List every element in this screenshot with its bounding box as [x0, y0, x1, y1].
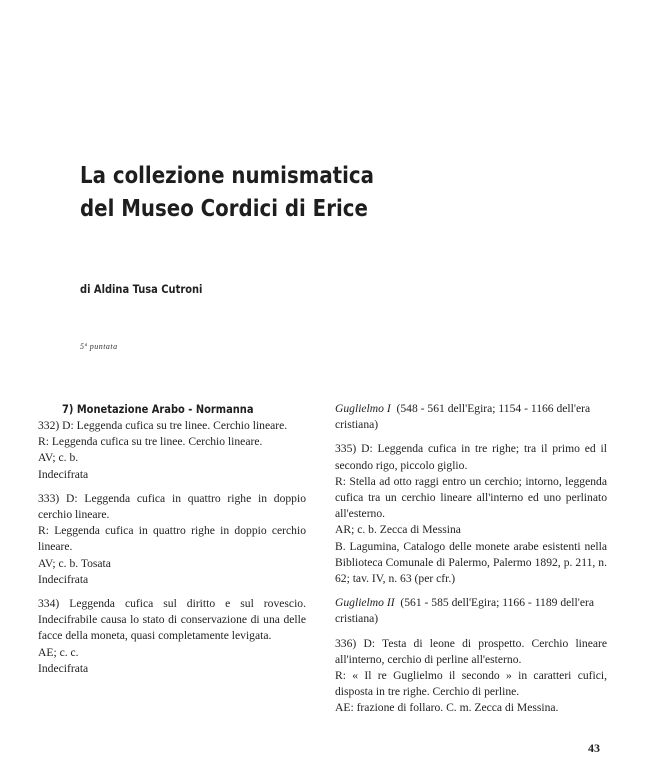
entry-line: 333) D: Leggenda cufica in quattro righe in doppio cerchio lineare. — [38, 491, 306, 522]
entry-line: AE: frazione di follaro. C. m. Zecca di Messina. — [335, 701, 559, 715]
page-number: 43 — [588, 741, 600, 755]
entry-line: R: Leggenda cufica su tre linee. Cerchio lineare. — [38, 435, 263, 449]
installment-note: 5ª puntata — [80, 342, 118, 351]
entry-line: R: Leggenda cufica in quattro righe in doppio cerchio lineare. — [38, 524, 306, 554]
title-line-1: La collezione numismatica — [80, 163, 374, 189]
ruler-name: Guglielmo II — [335, 596, 395, 610]
entry-line: R: Stella ad otto raggi entro un cerchio; intorno, leggenda cufica tra un cerchio lineare all'interno ed uno perlinato all'esterno. — [335, 474, 607, 521]
ruler-heading — [335, 595, 607, 627]
entry-line: AV; c. b. Tosata — [38, 556, 111, 570]
entry-line: AR; c. b. Zecca di Messina — [335, 523, 461, 537]
entry-line: AV; c. b. — [38, 451, 79, 465]
catalog-entry-332 — [38, 418, 306, 483]
ruler-dates: (548 - 561 dell'Egira; 1154 - 1166 dell'era cristiana) — [335, 402, 591, 432]
catalog-entry-333 — [38, 491, 306, 588]
entry-line: 336) D: Testa di leone di prospetto. Cerchio lineare all'interno, cerchio di perline all'esterno. — [335, 636, 607, 666]
section-heading: 7) Monetazione Arabo - Normanna — [62, 402, 254, 416]
catalog-entry-334 — [38, 596, 306, 677]
ruler-dates: (561 - 585 dell'Egira; 1166 - 1189 dell'era cristiana) — [335, 596, 594, 626]
article-title — [80, 160, 374, 226]
entry-line: Indecifrata — [38, 467, 89, 481]
right-column — [335, 401, 607, 725]
ruler-heading-guglielmo-ii — [335, 595, 607, 627]
entry-line: 334) Leggenda cufica sul diritto e sul rovescio. Indecifrabile causa lo stato di conservazione di una delle facce della moneta, quasi completamente levigata. — [38, 597, 306, 643]
catalog-entry-336 — [335, 636, 607, 717]
entry-line: Indecifrata — [38, 572, 89, 586]
left-column — [38, 401, 306, 685]
author-byline: di Aldina Tusa Cutroni — [80, 282, 203, 296]
entry-line: 335) D: Leggenda cufica in tre righe; tra il primo ed il secondo rigo, piccolo giglio. — [335, 442, 607, 472]
entry-line: Indecifrata — [38, 661, 89, 675]
entry-line: 332) D: Leggenda cufica su tre linee. Cerchio lineare. — [38, 419, 288, 432]
ruler-heading-guglielmo-i — [335, 401, 607, 433]
title-line-2: del Museo Cordici di Erice — [80, 196, 368, 222]
catalog-entry-335 — [335, 441, 607, 587]
entry-line: R: « Il re Guglielmo il secondo » in caratteri cufici, disposta in tre righe. Cerchio di perline. — [335, 669, 607, 699]
entry-line: AE; c. c. — [38, 645, 79, 659]
ruler-heading — [335, 401, 607, 433]
ruler-name: Guglielmo I — [335, 402, 391, 415]
entry-line: B. Lagumina, Catalogo delle monete arabe esistenti nella Biblioteca Comunale di Palermo, Palermo 1892, p. 211, n. 62; tav. IV, n. 63 (per cfr.) — [335, 539, 607, 586]
